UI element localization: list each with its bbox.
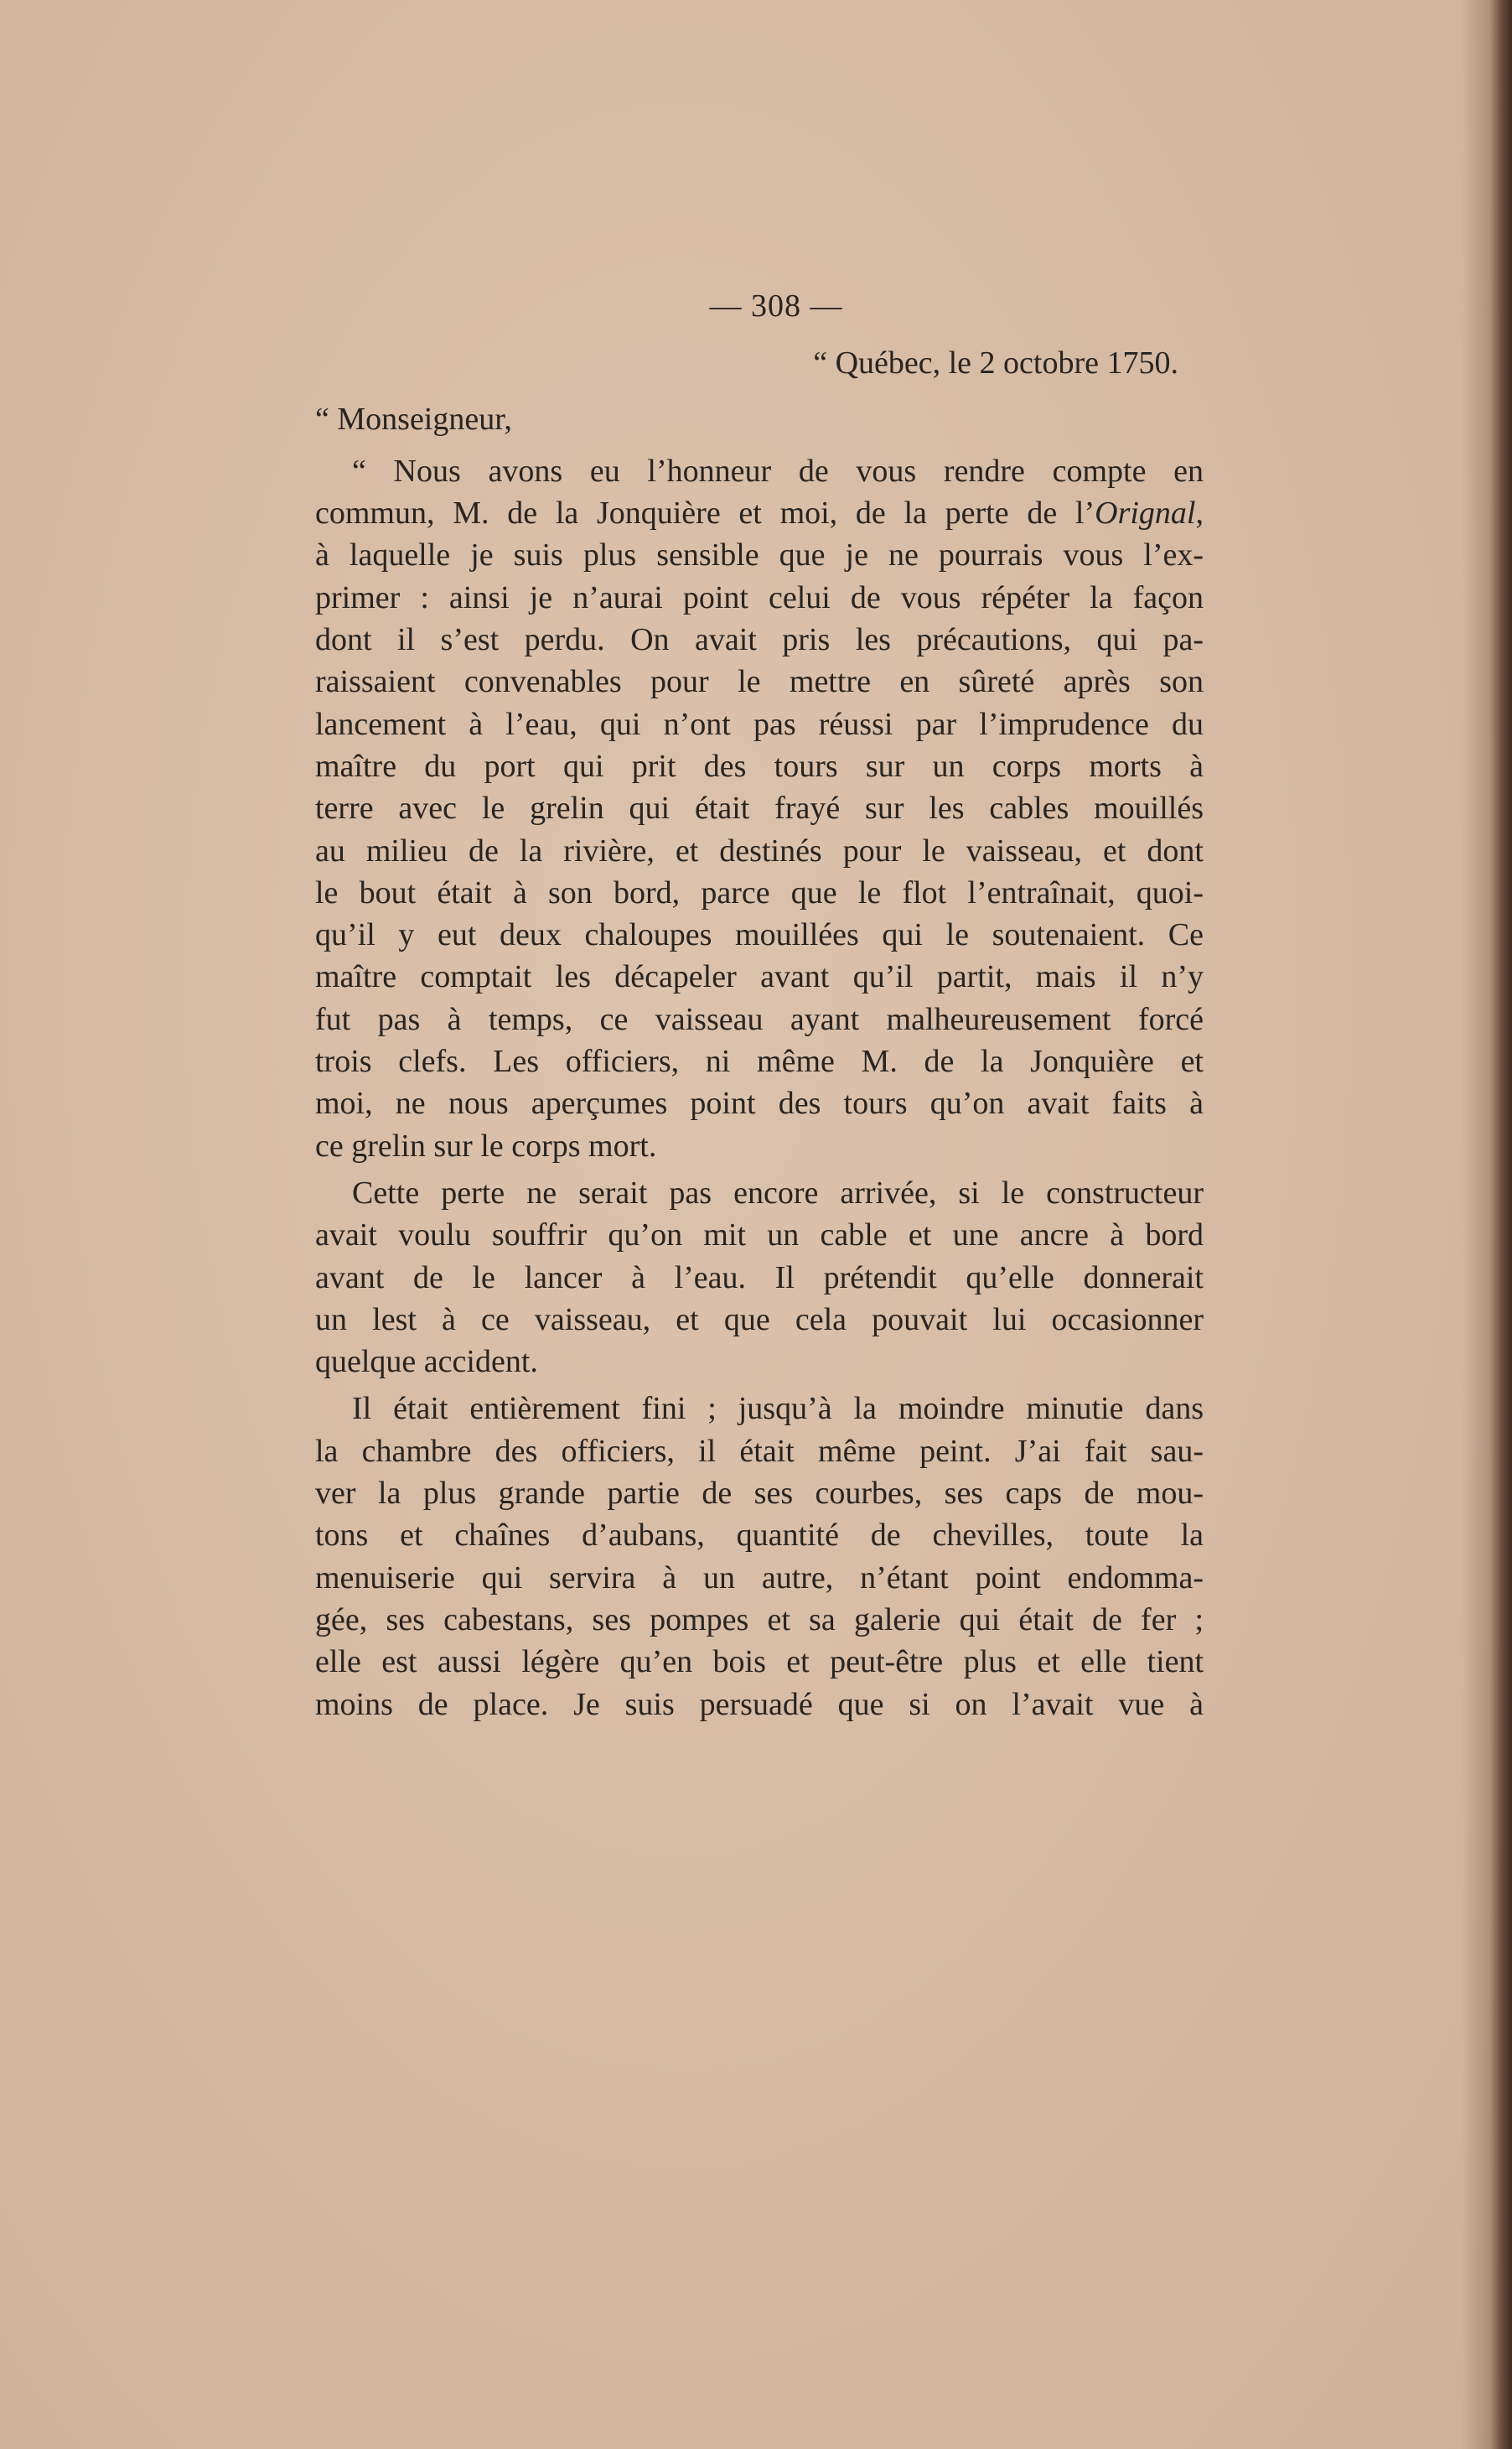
ship-name: Orignal (1095, 496, 1196, 532)
paragraph-3 (315, 1388, 1204, 1725)
text-line: la chambre des officiers, il était même peint. J’ai fait sau- (315, 1433, 1204, 1469)
text-line: lancement à l’eau, qui n’ont pas réussi par l’imprudence du (315, 706, 1204, 742)
text-line: terre avec le grelin qui était frayé sur les cables mouillés (315, 791, 1204, 827)
text-line: raissaient convenables pour le mettre en sûreté après son (315, 664, 1204, 700)
text-block (315, 285, 1204, 1725)
paragraph-1 (315, 450, 1204, 1167)
text-line: tons et chaînes d’aubans, quantité de chevilles, toute la (315, 1518, 1204, 1554)
text-line: à laquelle je suis plus sensible que je ne pourrais vous l’ex- (315, 537, 1204, 573)
letter-salutation: “ Monseigneur, (315, 401, 512, 437)
text-line: primer : ainsi je n’aurai point celui de vous répéter la façon (315, 579, 1204, 615)
page-gutter-shadow (1462, 0, 1512, 2449)
text-line: moins de place. Je suis persuadé que si on l’avait vue à (315, 1686, 1204, 1722)
text-line: moi, ne nous aperçumes point des tours qu’on avait faits à (315, 1086, 1204, 1122)
text-line: Cette perte ne serait pas encore arrivée, si le constructeur (352, 1175, 1204, 1211)
text-line: menuiserie qui servira à un autre, n’étant point endomma- (315, 1559, 1204, 1595)
paragraph-2 (315, 1172, 1204, 1383)
page-number: — 308 — (709, 288, 843, 324)
text-line: avant de le lancer à l’eau. Il prétendit qu’elle donnerait (315, 1259, 1204, 1295)
text-line: avait voulu souffrir qu’on mit un cable et une ancre à bord (315, 1217, 1204, 1253)
text-line: au milieu de la rivière, et destinés pour le vaisseau, et dont (315, 833, 1204, 869)
text-line: ver la plus grande partie de ses courbes, ses caps de mou- (315, 1476, 1204, 1512)
text-line: maître comptait les décapeler avant qu’il partit, mais il n’y (315, 959, 1204, 995)
text-line: fut pas à temps, ce vaisseau ayant malheureusement forcé (315, 1001, 1204, 1037)
text-line: qu’il y eut deux chaloupes mouillées qui le soutenaient. Ce (315, 917, 1204, 953)
text-line: elle est aussi légère qu’en bois et peut-être plus et elle tient (315, 1644, 1204, 1680)
text-line: ce grelin sur le corps mort. (315, 1128, 657, 1164)
text-line: dont il s’est perdu. On avait pris les précautions, qui pa- (315, 622, 1204, 658)
text-line: le bout était à son bord, parce que le flot l’entraînait, quoi- (315, 874, 1204, 911)
text-line: un lest à ce vaisseau, et que cela pouvait lui occasionner (315, 1301, 1204, 1337)
letter-dateline: “ Québec, le 2 octobre 1750. (813, 345, 1178, 381)
text-line: trois clefs. Les officiers, ni même M. de la Jonquière et (315, 1044, 1204, 1080)
text-line: gée, ses cabestans, ses pompes et sa galerie qui était de fer ; (315, 1601, 1204, 1637)
text-line: quelque accident. (315, 1344, 538, 1380)
text-line: Il était entièrement fini ; jusqu’à la moindre minutie dans (352, 1391, 1204, 1427)
text-line: commun, M. de la Jonquière et moi, de la perte de l’Orignal, (315, 496, 1204, 532)
text-line: maître du port qui prit des tours sur un corps morts à (315, 748, 1204, 784)
text-line: “ Nous avons eu l’honneur de vous rendre compte en (352, 453, 1204, 489)
